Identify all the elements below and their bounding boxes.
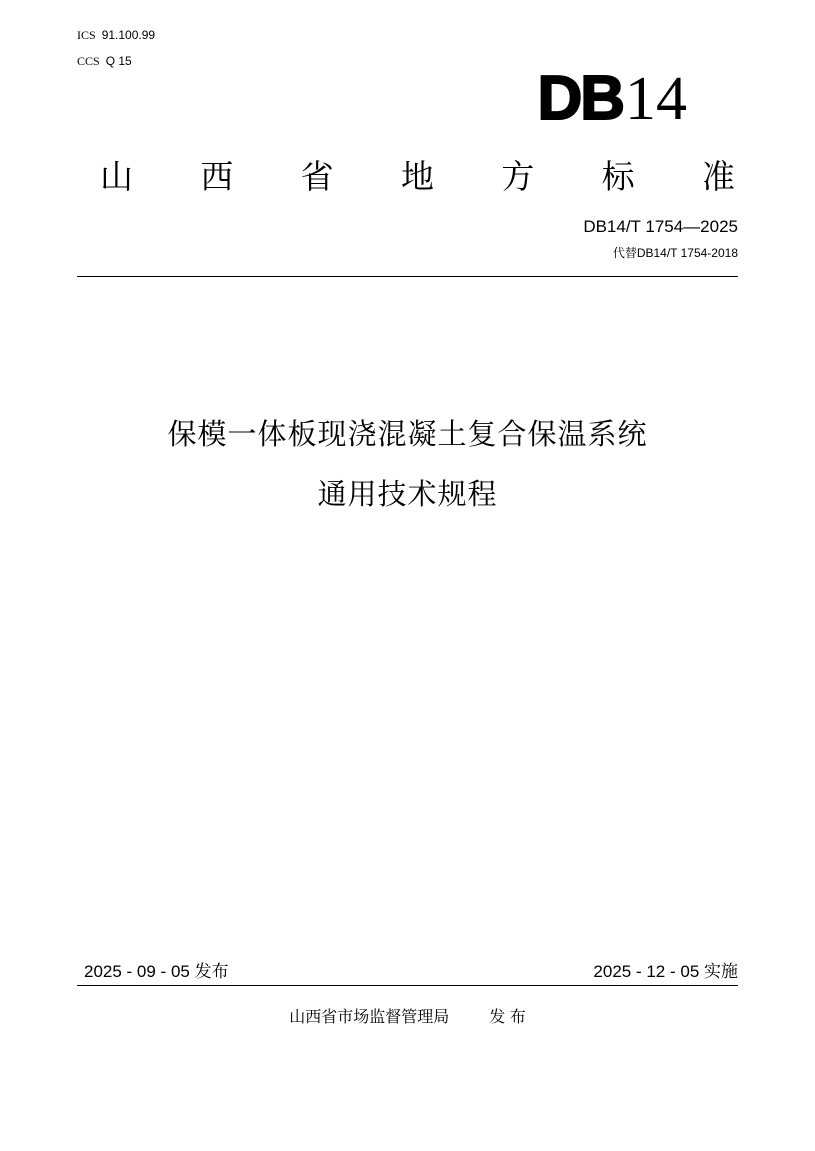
standard-type-char: 准 bbox=[701, 156, 735, 196]
document-title-line-1: 保模一体板现浇混凝土复合保温系统 bbox=[167, 417, 648, 451]
standard-type-char: 地 bbox=[400, 156, 434, 196]
publish-date: 2025 - 09 - 05 发布 bbox=[84, 962, 229, 981]
bottom-divider bbox=[77, 985, 738, 986]
standard-type-char: 山 bbox=[100, 156, 133, 196]
ccs-label: CCS bbox=[77, 54, 100, 68]
top-divider bbox=[77, 276, 738, 277]
standard-type-char: 省 bbox=[300, 156, 334, 196]
db-logo-number: 14 bbox=[625, 65, 687, 133]
implement-date: 2025 - 12 - 05 实施 bbox=[593, 962, 738, 981]
standard-type-char: 方 bbox=[501, 156, 535, 196]
ics-value: 91.100.99 bbox=[101, 28, 156, 42]
replaces-standard: 代替DB14/T 1754-2018 bbox=[612, 246, 738, 260]
ccs-code bbox=[77, 54, 132, 68]
standard-type-char: 标 bbox=[601, 156, 635, 196]
ccs-value: Q 15 bbox=[105, 54, 132, 68]
db-logo-letters: DB bbox=[537, 64, 623, 133]
ics-label: ICS bbox=[77, 28, 96, 42]
document-title-line-2: 通用技术规程 bbox=[317, 477, 498, 511]
db-logo bbox=[537, 64, 687, 134]
standard-number: DB14/T 1754—2025 bbox=[583, 217, 738, 236]
issue-action: 发 布 bbox=[489, 1009, 526, 1026]
standard-type-title bbox=[100, 152, 735, 196]
ics-code bbox=[77, 28, 155, 42]
standard-type-char: 西 bbox=[200, 156, 234, 196]
issuer-line bbox=[0, 1004, 815, 1027]
issuing-authority: 山西省市场监督管理局 bbox=[289, 1009, 450, 1026]
